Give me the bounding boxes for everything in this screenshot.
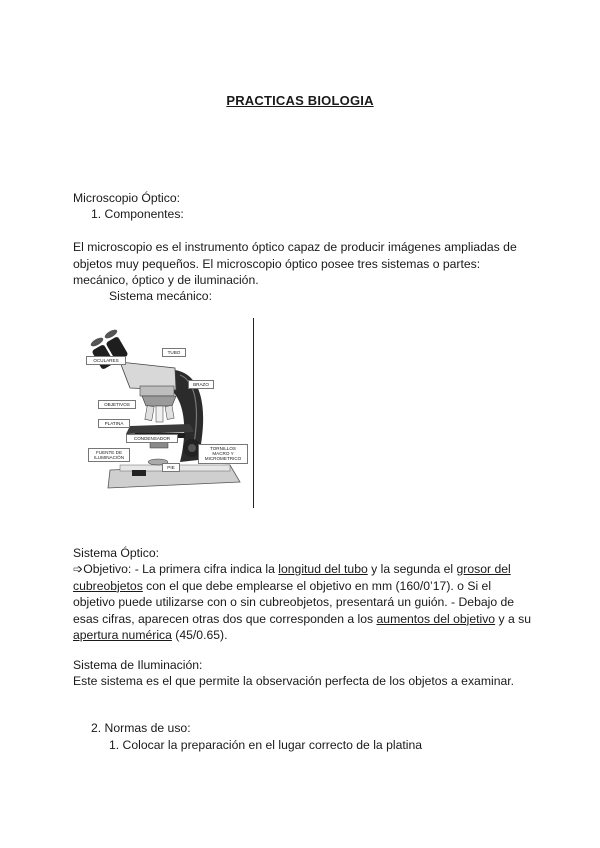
label-platina: PLATINA — [98, 419, 130, 428]
term-longitud-tubo: longitud del tubo — [278, 562, 368, 576]
text-run: con el que debe emplearse el objetivo en mm (160/0’17). o Si el — [142, 578, 492, 593]
intro-line: El microscopio es el instrumento óptico capaz de producir imágenes ampliadas de — [73, 240, 517, 254]
text-run: (45/0.65). — [171, 628, 228, 643]
label-brazo: BRAZO — [188, 380, 214, 389]
microscope-figure — [80, 320, 258, 508]
text-run: ➩Objetivo: - La primera cifra indica la — [73, 562, 279, 576]
optical-line — [73, 561, 543, 578]
optical-line — [73, 578, 543, 595]
term-grosor: grosor del — [456, 562, 511, 576]
text-run: y la segunda el — [367, 562, 457, 576]
optical-line: objetivo puede utilizarse con o sin cubreobjetos, presentará un guión. - Debajo de — [73, 595, 515, 610]
label-condensador: CONDENSADOR — [126, 434, 178, 443]
term-aumentos-objetivo: aumentos del objetivo — [376, 611, 496, 626]
label-fuente-iluminacion: FUENTE DE ILUMINACIÓN — [88, 448, 130, 462]
label-pie: PIE — [162, 463, 180, 472]
label-tornillos: TORNILLOS MACRO Y MICROMETRICO — [198, 444, 248, 464]
optical-line — [73, 627, 543, 644]
norm-item-1: 1. Colocar la preparación en el lugar correcto de la platina — [109, 738, 422, 752]
section-heading: Microscopio Óptico: — [73, 191, 181, 205]
label-objetivos: OBJETIVOS — [98, 400, 136, 409]
mechanical-heading: Sistema mecánico: — [109, 289, 212, 303]
term-cubreobjetos: cubreobjetos — [73, 578, 143, 593]
optical-paragraph — [73, 561, 543, 644]
list-item-normas: 2. Normas de uso: — [91, 721, 191, 735]
label-tubo: TUBO — [162, 348, 186, 357]
list-item-componentes: 1. Componentes: — [91, 207, 184, 221]
text-run: y a su — [495, 611, 531, 626]
page-title: PRACTICAS BIOLOGIA — [226, 93, 374, 108]
optical-line — [73, 611, 543, 628]
intro-line: mecánico, óptico y de iluminación. — [73, 273, 259, 288]
illumination-text: Este sistema es el que permite la observación perfecta de los objetos a examinar. — [73, 674, 515, 688]
term-apertura-numerica: apertura numérica — [73, 628, 172, 643]
intro-line: objetos muy pequeños. El microscopio óptico posee tres sistemas o partes: — [73, 256, 481, 271]
vertical-divider — [253, 318, 254, 508]
text-run: esas cifras, aparecen otras dos que corresponden a los — [73, 611, 377, 626]
illumination-heading: Sistema de Iluminación: — [73, 658, 203, 672]
label-oculares: OCULARES — [86, 356, 126, 365]
optical-heading: Sistema Óptico: — [73, 546, 160, 560]
intro-paragraph — [73, 239, 543, 289]
